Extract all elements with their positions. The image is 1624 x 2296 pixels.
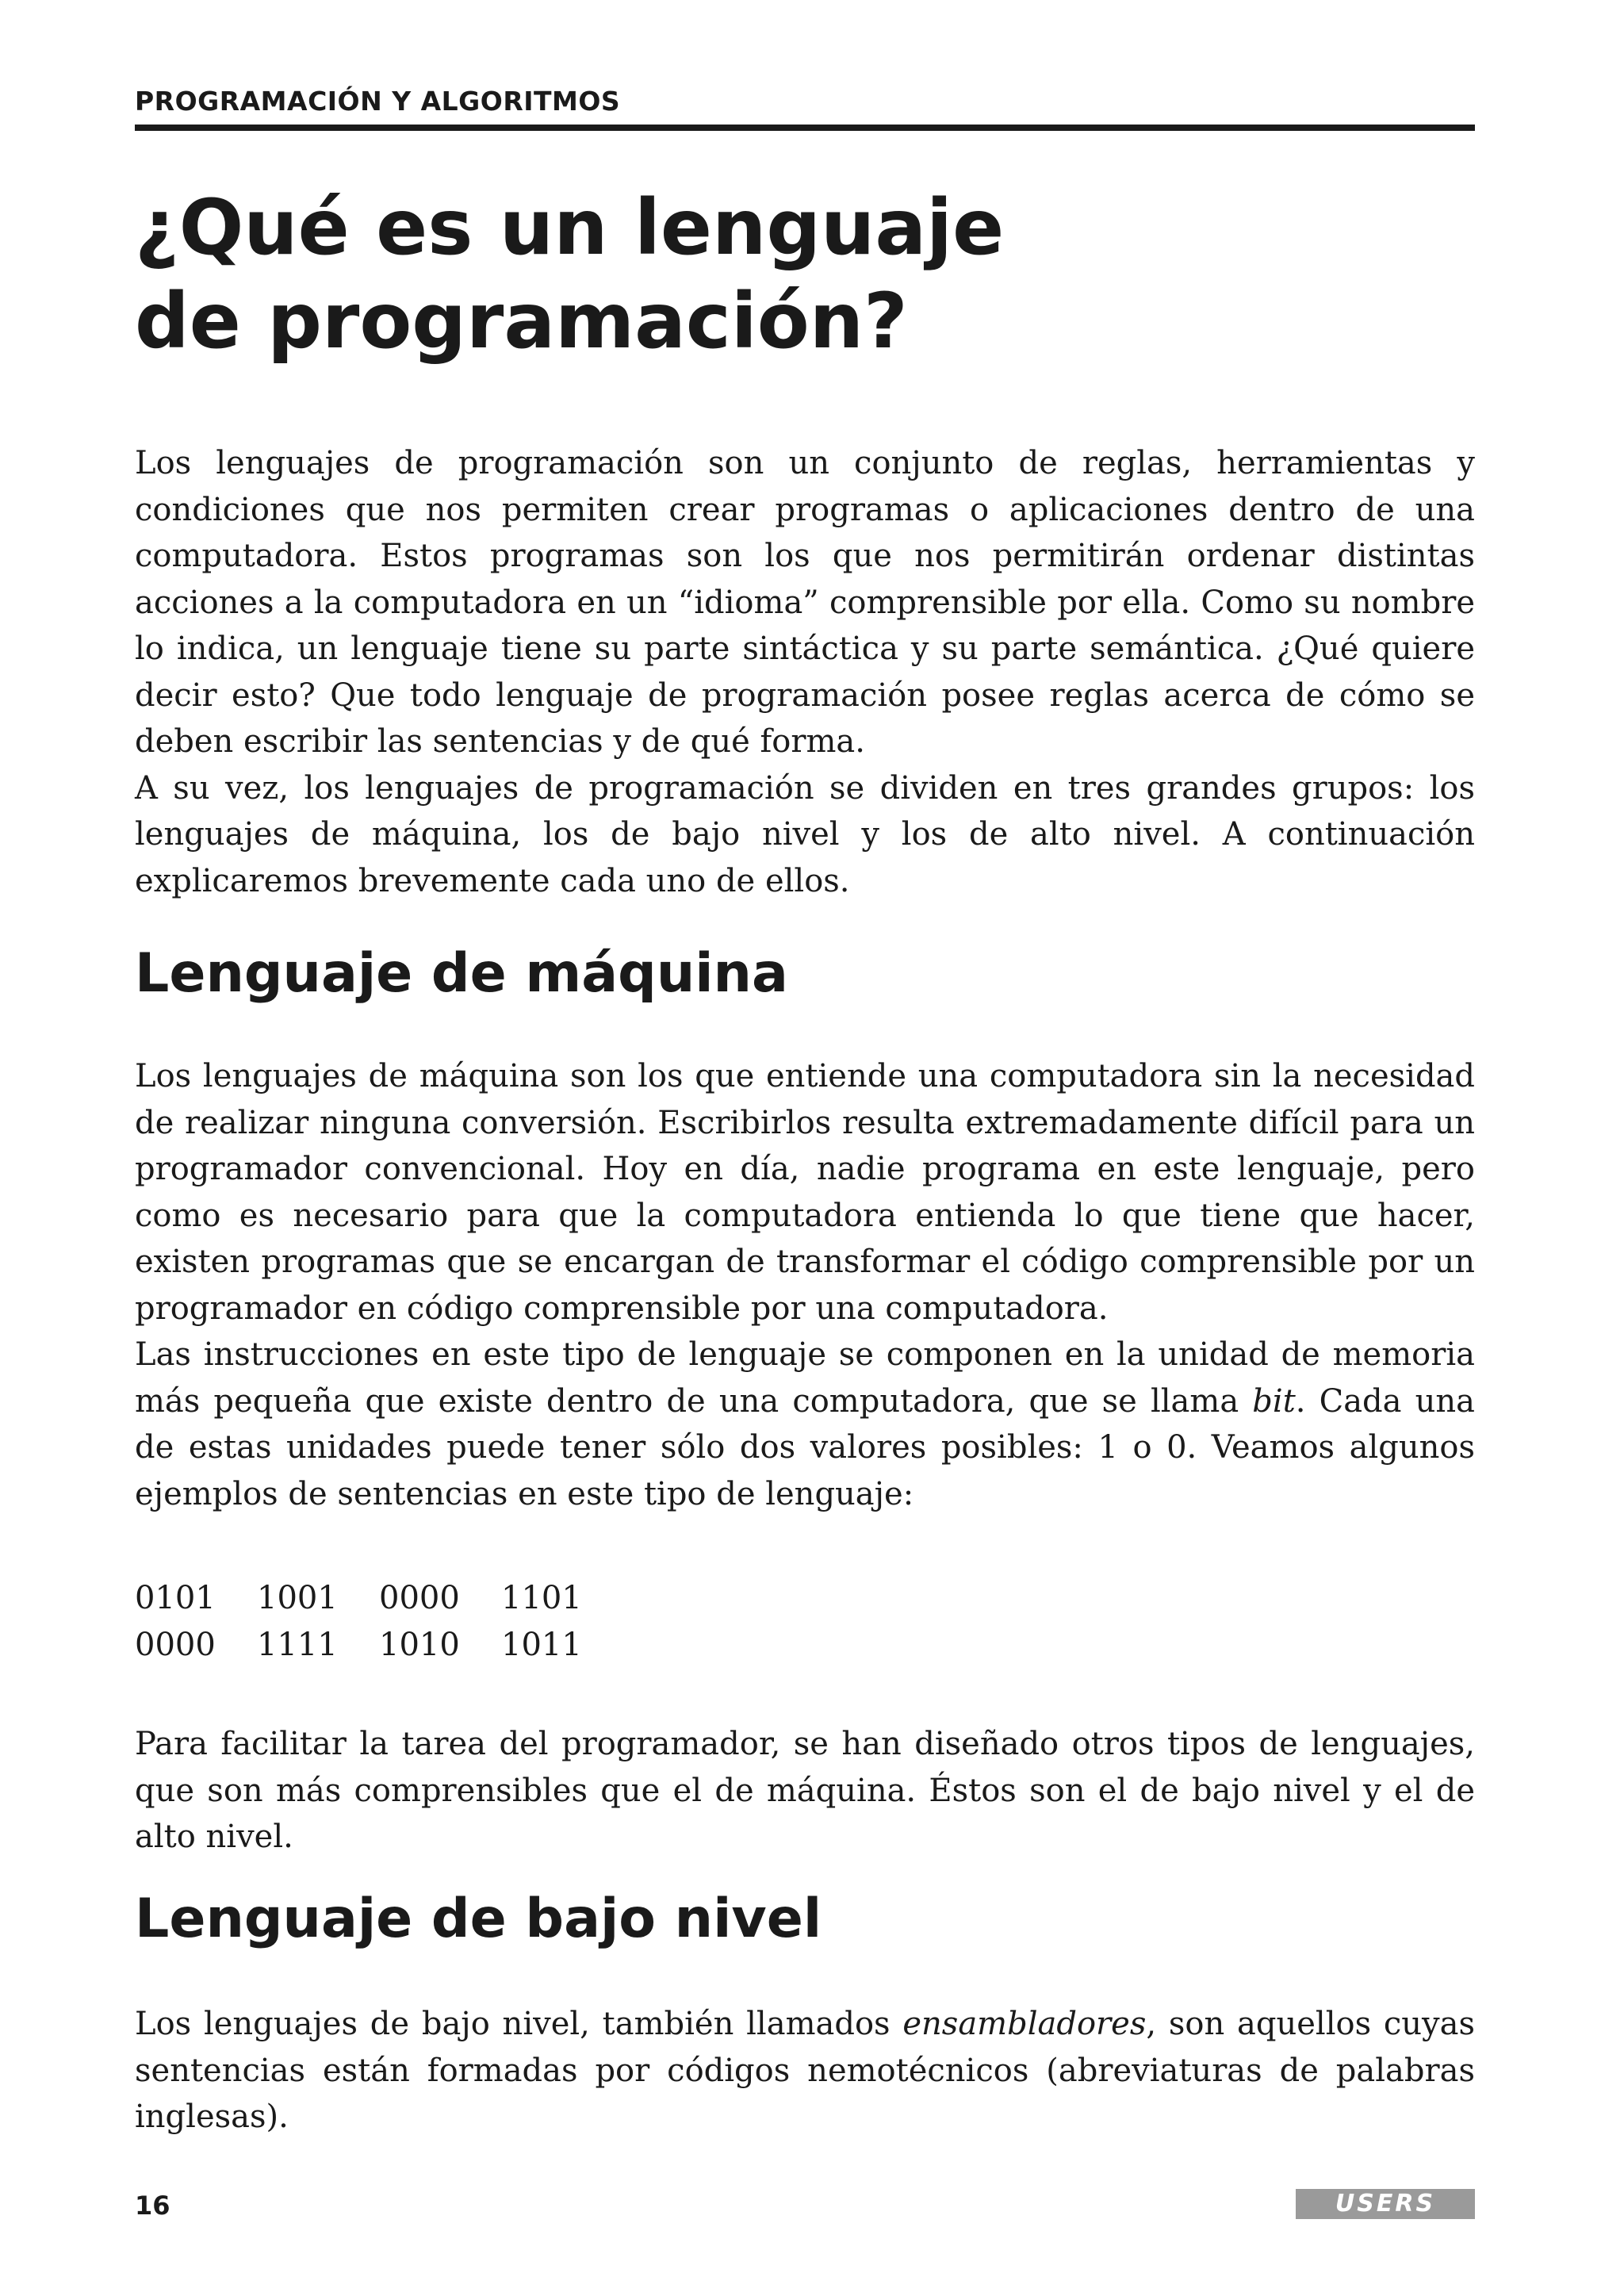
machine-language-paragraph-2-end: . Cada una de estas unidades puede tener sólo dos valores posibles: 1 o 0. Veamos algunos ejemplos de sentencias en este tipo de lenguaje: [135, 1382, 1475, 1512]
intro-paragraph-1: Los lenguajes de programación son un conjunto de reglas, herramientas y condiciones que nos permiten crear programas o aplicaciones dentro de una computadora. Estos programas son los que nos permitirán ordenar distintas acciones a la computadora en un “idioma” comprensible por ella. Como su nombre lo indica, un lenguaje tiene su parte sintáctica y su parte semántica. ¿Qué quiere decir esto? Que todo lenguaje de programación posee reglas acerca de cómo se deben escribir las sentencias y de qué forma. [135, 445, 1475, 760]
running-header: PROGRAMACIÓN Y ALGORITMOS [135, 86, 1475, 131]
binary-word: 0000 [379, 1580, 460, 1616]
low-level-text [135, 2001, 1475, 2141]
book-page [135, 0, 1475, 2296]
binary-word: 1111 [257, 1626, 338, 1663]
machine-language-paragraph-2 [135, 1332, 1475, 1517]
binary-word: 1011 [501, 1626, 582, 1663]
binary-word: 1010 [379, 1626, 460, 1663]
binary-row [135, 1622, 623, 1669]
term-ensambladores: ensambladores [902, 2006, 1147, 2042]
chapter-title-line-1: ¿Qué es un lenguaje [135, 183, 1005, 272]
binary-word: 1101 [501, 1580, 582, 1616]
section-heading-low-level: Lenguaje de bajo nivel [135, 1888, 822, 1950]
intro-section [135, 440, 1475, 904]
machine-language-paragraph-2-start: Las instrucciones en este tipo de lenguaje se componen en la unidad de memoria más pequeña que existe dentro de una computadora, que se llama [135, 1336, 1475, 1420]
machine-language-text [135, 1053, 1475, 1517]
page-number: 16 [135, 2191, 170, 2221]
low-level-paragraph-1-start: Los lenguajes de bajo nivel, también llamados [135, 2006, 903, 2042]
machine-language-paragraph-3: Para facilitar la tarea del programador, se han diseñado otros tipos de lenguajes, que son más comprensibles que el de máquina. Éstos son el de bajo nivel y el de alto nivel. [135, 1726, 1475, 1855]
binary-row [135, 1575, 623, 1622]
machine-language-conclusion [135, 1721, 1475, 1861]
binary-word: 0000 [135, 1626, 216, 1663]
term-bit: bit [1252, 1382, 1296, 1420]
binary-word: 0101 [135, 1580, 216, 1616]
binary-word: 1001 [257, 1580, 338, 1616]
machine-language-paragraph-1: Los lenguajes de máquina son los que entiende una computadora sin la necesidad de realizar ninguna conversión. Escribirlos resulta extremadamente difícil para un programador convencional. Hoy en día, nadie programa en este lenguaje, pero como es necesario para que la computadora entienda lo que tiene que hacer, existen programas que se encargan de transformar el código comprensible por un programador en código comprensible por una computadora. [135, 1058, 1475, 1327]
users-logo: USERS [1296, 2189, 1475, 2219]
binary-example [135, 1575, 623, 1668]
chapter-title [135, 181, 1475, 368]
low-level-paragraph-1-end: , son aquellos cuyas sentencias están formadas por códigos nemotécnicos (abreviaturas de palabras inglesas). [135, 2006, 1476, 2135]
intro-paragraph-2: A su vez, los lenguajes de programación se dividen en tres grandes grupos: los lenguajes de máquina, los de bajo nivel y los de alto nivel. A continuación explicaremos brevemente cada uno de ellos. [135, 769, 1475, 899]
section-heading-machine-language: Lenguaje de máquina [135, 942, 788, 1005]
chapter-title-line-2: de programación? [135, 277, 908, 366]
low-level-paragraph-1 [135, 2001, 1475, 2141]
